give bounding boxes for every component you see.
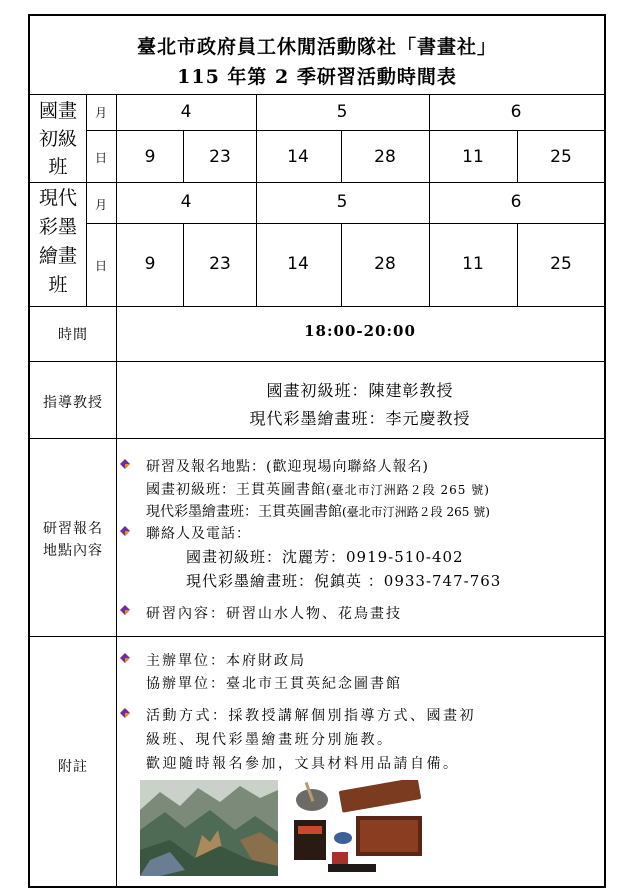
class1-day: 28 (374, 147, 396, 167)
day-label: 日 (94, 259, 107, 273)
title-line-1: 臺北市政府員工休閒活動隊社「書畫社」 (136, 36, 497, 58)
divider (517, 130, 518, 182)
divider (86, 223, 604, 224)
divider (517, 223, 518, 306)
venue-line-main: 國畫初級班：王貫英圖書館 (146, 482, 326, 498)
calligraphy-tools-image (288, 780, 426, 876)
notes-label: 附註 (58, 759, 88, 775)
divider (341, 130, 342, 182)
co-organizer: 協辦單位：臺北市王貫英紀念圖書館 (146, 676, 402, 692)
venue-label-line: 研習報名 (43, 521, 103, 537)
landscape-painting-image (140, 780, 278, 876)
divider (183, 130, 184, 182)
month-label: 月 (94, 198, 107, 212)
class1-day: 9 (144, 147, 156, 167)
divider (183, 223, 184, 306)
title-line-2: 115 年第 2 季研習活動時間表 (177, 66, 457, 88)
venue-address: (臺北市汀洲路２段 265 號) (342, 505, 490, 519)
activity-method: 活動方式：採教授講解個別指導方式、國畫初 (146, 708, 476, 724)
class2-name-line: 彩墨 (38, 216, 77, 238)
class2-month: 6 (510, 192, 522, 212)
activity-method: 歡迎隨時報名參加，文具材料用品請自備。 (146, 756, 460, 772)
class2-day: 11 (462, 254, 484, 274)
bullet-diamond-icon (120, 653, 130, 663)
class1-day: 14 (287, 147, 309, 167)
instructor-line: 現代彩墨繪畫班：李元慶教授 (249, 409, 471, 428)
class1-month: 4 (180, 102, 192, 122)
divider (429, 94, 430, 130)
class2-month: 4 (180, 192, 192, 212)
class1-month: 5 (336, 102, 348, 122)
venue-address: (臺北市汀洲路２段 265 號) (326, 483, 490, 497)
bullet-diamond-icon (120, 708, 130, 718)
venue-line (146, 501, 490, 521)
course-content: 研習內容：研習山水人物、花鳥畫技 (146, 606, 402, 622)
venue-title: 研習及報名地點：(歡迎現場向聯絡人報名) (146, 459, 429, 475)
contact-line: 國畫初級班：沈麗芳：0919-510-402 (186, 548, 464, 566)
divider (429, 182, 430, 223)
class1-day: 11 (462, 147, 484, 167)
venue-label-line: 地點內容 (43, 543, 103, 559)
class2-day: 9 (144, 254, 156, 274)
class1-month: 6 (510, 102, 522, 122)
class1-name-line: 初級 (38, 128, 77, 150)
activity-method: 級班、現代彩墨繪畫班分別施教。 (146, 732, 394, 748)
time-label: 時間 (58, 327, 88, 343)
class2-day: 28 (374, 254, 396, 274)
bullet-diamond-icon (120, 605, 130, 615)
divider (86, 130, 604, 131)
class2-name-line: 現代 (38, 187, 77, 209)
venue-line (146, 479, 490, 499)
time-value: 18:00-20:00 (304, 322, 416, 340)
instructors-label: 指導教授 (43, 395, 103, 411)
bullet-diamond-icon (120, 526, 130, 536)
divider (256, 223, 257, 306)
contact-title: 聯絡人及電話： (146, 526, 251, 542)
class2-name-line: 繪畫 (38, 245, 77, 267)
venue-line-main: 現代彩墨繪畫班：王貫英圖書館 (146, 504, 342, 520)
divider (116, 94, 117, 888)
class1-name-line: 班 (48, 156, 68, 178)
divider (256, 94, 257, 130)
class2-name-line: 班 (48, 274, 68, 296)
day-label: 日 (94, 151, 107, 165)
divider (256, 182, 257, 223)
bullet-diamond-icon (120, 459, 130, 469)
month-label: 月 (94, 106, 107, 120)
class1-name-line: 國畫 (38, 100, 77, 122)
schedule-table (28, 14, 606, 888)
organizer: 主辦單位：本府財政局 (146, 653, 306, 669)
divider (256, 130, 257, 182)
divider (429, 223, 430, 306)
contact-line: 現代彩墨繪畫班：倪鎮英 ：0933-747-763 (186, 572, 502, 590)
class1-day: 23 (209, 147, 231, 167)
instructor-line: 國畫初級班：陳建彰教授 (266, 381, 454, 400)
class2-month: 5 (336, 192, 348, 212)
class1-day: 25 (550, 147, 572, 167)
class2-day: 25 (550, 254, 572, 274)
class2-day: 14 (287, 254, 309, 274)
divider (429, 130, 430, 182)
class2-day: 23 (209, 254, 231, 274)
divider (341, 223, 342, 306)
